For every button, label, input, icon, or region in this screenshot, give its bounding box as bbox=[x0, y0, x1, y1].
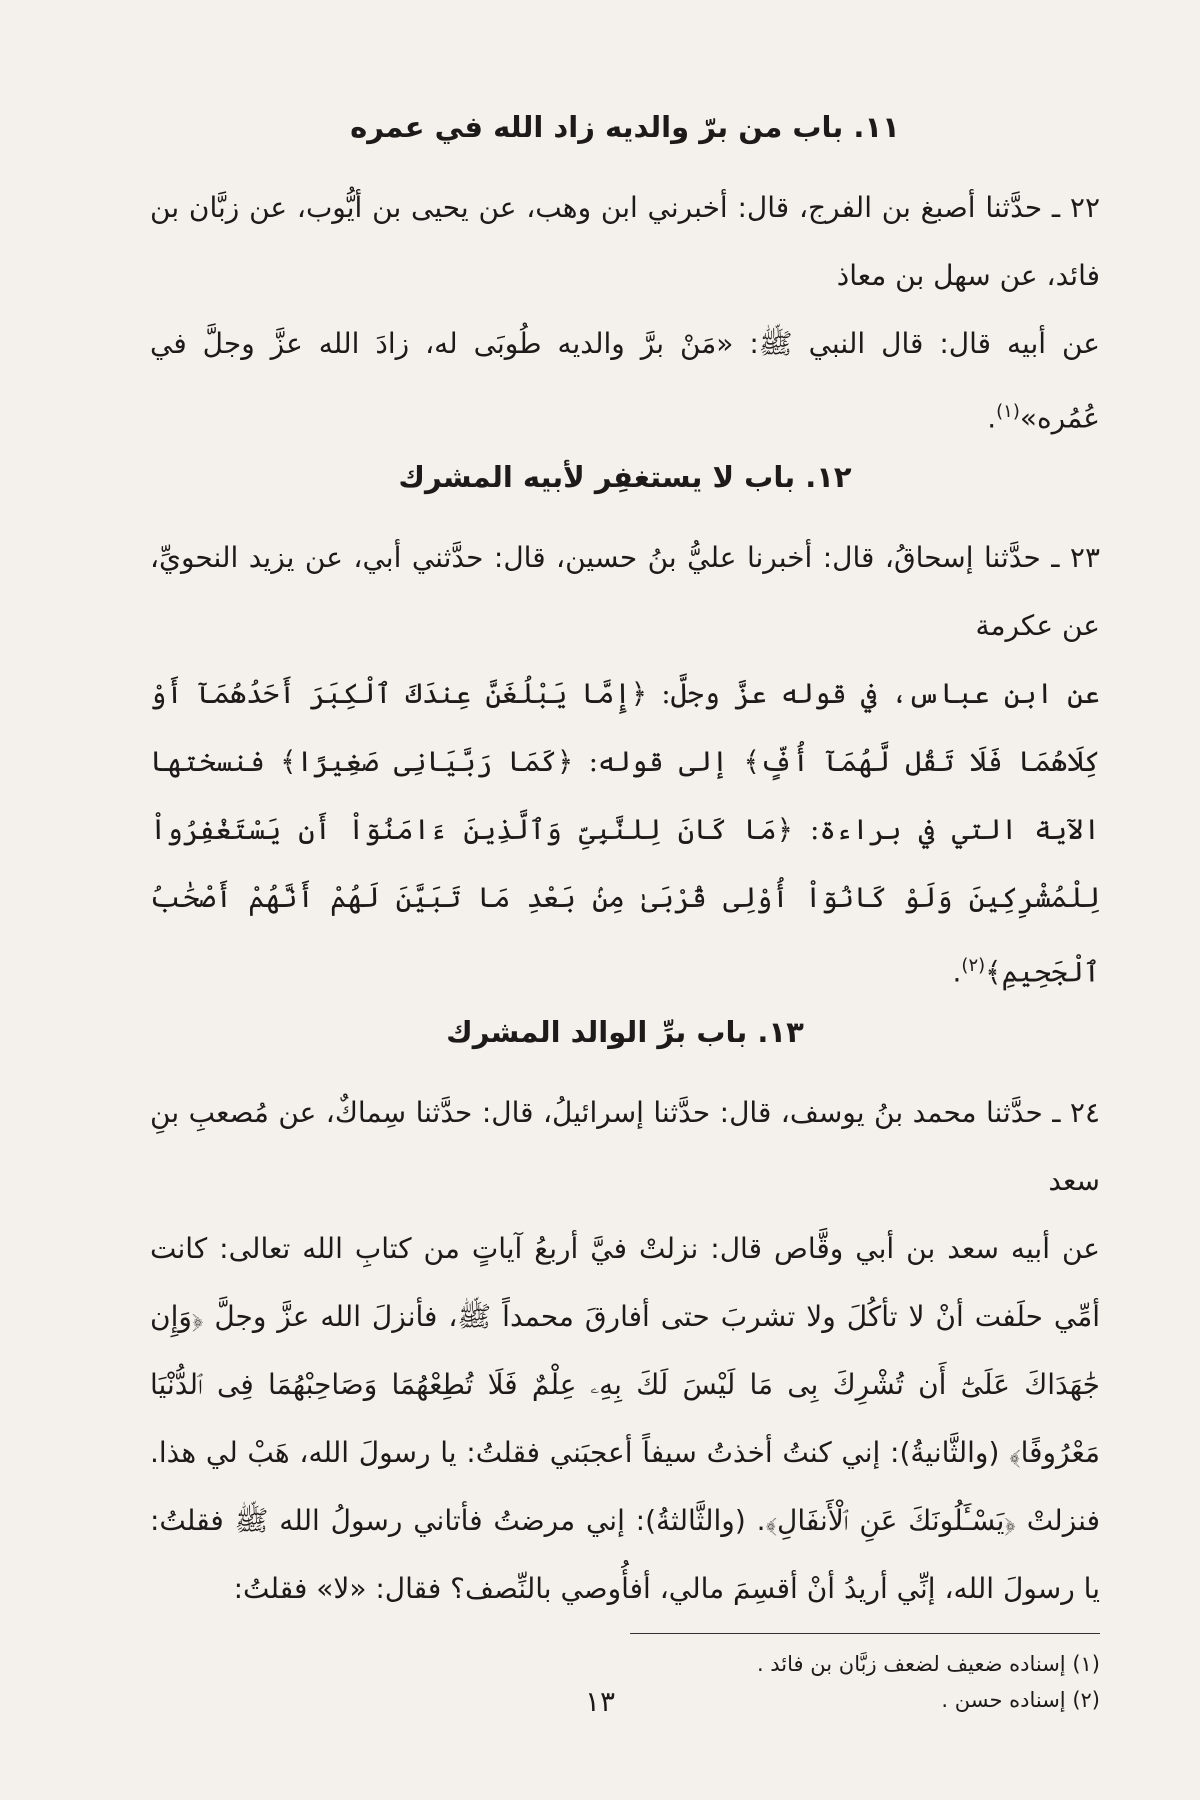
footnote-ref-1: (١) bbox=[996, 401, 1020, 422]
footnote-1: (١) إسناده ضعيف لضعف زبَّان بن فائد . bbox=[756, 1651, 1100, 1676]
hadith-24-text: عن أبيه سعد بن أبي وقَّاص قال: نزلتْ فيَّ أربعُ آياتٍ من كتابِ الله تعالى: كانت أمِّي حلَفت أنْ لا تأكُلَ ولا تشربَ حتى أفارقَ محمداً ﷺ، فأنزلَ الله عزَّ وجلَّ ﴿وَإِن جَٰهَدَاكَ عَلَىٰٓ أَن تُشْرِكَ بِى مَا لَيْسَ لَكَ بِهِۦ عِلْمٌ فَلَا تُطِعْهُمَا وَصَاحِبْهُمَا فِى ٱلدُّنْيَا مَعْرُوفًا﴾ (والثَّانيةُ): إني كنتُ أخذتُ سيفاً أعجبَني فقلتُ: يا رسولَ الله، هَبْ لي هذا. فنزلتْ ﴿يَسْـَٔلُونَكَ عَنِ ٱلْأَنفَالِ﴾. (والثَّالثةُ): إني مرضتُ فأتاني رسولُ الله ﷺ فقلتُ: يا رسولَ الله، إنِّي أريدُ أنْ أقسِمَ مالي، أفأُوصي بالنِّصف؟ فقال: «لا» فقلتُ: bbox=[150, 1231, 1100, 1605]
hadith-23-text: عن ابن عباس، في قوله عزَّ وجلَّ: ﴿إِمَّا يَبْلُغَنَّ عِندَكَ ٱلْكِبَرَ أَحَدُهُمَآ أَوْ كِلَاهُمَا فَلَا تَقُل لَّهُمَآ أُفٍّ﴾ إلى قوله: ﴿كَمَا رَبَّيَانِى صَغِيرًا﴾ فنسختها الآية التي في براءة: ﴿مَا كَانَ لِلنَّبِىِّ وَٱلَّذِينَ ءَامَنُوٓاْ أَن يَسْتَغْفِرُواْ لِلْمُشْرِكِينَ وَلَوْ كَانُوٓاْ أُوْلِى قُرْبَىٰ مِنۢ بَعْدِ مَا تَبَيَّنَ لَهُمْ أَنَّهُمْ أَصْحَٰبُ ٱلْجَحِيمِ﴾$^{(٢)}$. bbox=[150, 677, 1100, 989]
page-content bbox=[150, 110, 1100, 1623]
hadith-22-text: عن أبيه قال: قال النبي ﷺ: «مَنْ برَّ والديه طُوبَى له، زادَ الله عزَّ وجلَّ في عُمُره»$^{(١)}$. bbox=[150, 327, 1100, 435]
hadith-23-matn: عن ابن عباس، في قوله عزَّ وجلَّ: ﴿إِمَّا يَبْلُغَنَّ عِندَكَ ٱلْكِبَرَ أَحَدُهُمَآ أَوْ كِلَاهُمَا فَلَا تَقُل لَّهُمَآ أُفٍّ﴾ إلى قوله: ﴿كَمَا رَبَّيَانِى صَغِيرًا﴾ فنسختها الآية التي في براءة: ﴿مَا كَانَ لِلنَّبِىِّ وَٱلَّذِينَ ءَامَنُوٓاْ أَن يَسْتَغْفِرُواْ لِلْمُشْرِكِينَ وَلَوْ كَانُوٓاْ أُوْلِى قُرْبَىٰ مِنۢ بَعْدِ مَا تَبَيَّنَ لَهُمْ أَنَّهُمْ أَصْحَٰبُ ٱلْجَحِيمِ﴾ bbox=[150, 677, 1100, 989]
section-heading-12: ١٢. باب لا يستغفِر لأبيه المشرك bbox=[398, 460, 852, 495]
footnote-ref-2: (٢) bbox=[961, 955, 986, 977]
hadith-24-chain: ٢٤ ـ حدَّثنا محمد بنُ يوسف، قال: حدَّثنا إسرائيلُ، قال: حدَّثنا سِماكٌ، عن مُصعبِ بنِ سعد bbox=[150, 1095, 1100, 1197]
hadith-22-matn: عن أبيه قال: قال النبي ﷺ: «مَنْ برَّ والديه طُوبَى له، زادَ الله عزَّ وجلَّ في عُمُره» bbox=[150, 327, 1100, 435]
section-heading-11: ١١. باب من برّ والديه زاد الله في عمره bbox=[350, 110, 900, 144]
hadith-23-chain: ٢٣ ـ حدَّثنا إسحاقُ، قال: أخبرنا عليُّ بنُ حسين، قال: حدَّثني أبي، عن يزيد النحويِّ، عن عكرمة bbox=[150, 541, 1100, 643]
page-number: ١٣ bbox=[584, 1685, 616, 1718]
footnote-2: (٢) إسناده حسن . bbox=[941, 1687, 1100, 1712]
hadith-22-chain: ٢٢ ـ حدَّثنا أصبغ بن الفرج، قال: أخبرني ابن وهب، عن يحيى بن أيُّوب، عن زبَّان بن فائد، عن سهل بن معاذ bbox=[150, 191, 1100, 292]
section-heading-13: ١٣. باب برِّ الوالد المشرك bbox=[446, 1014, 804, 1049]
